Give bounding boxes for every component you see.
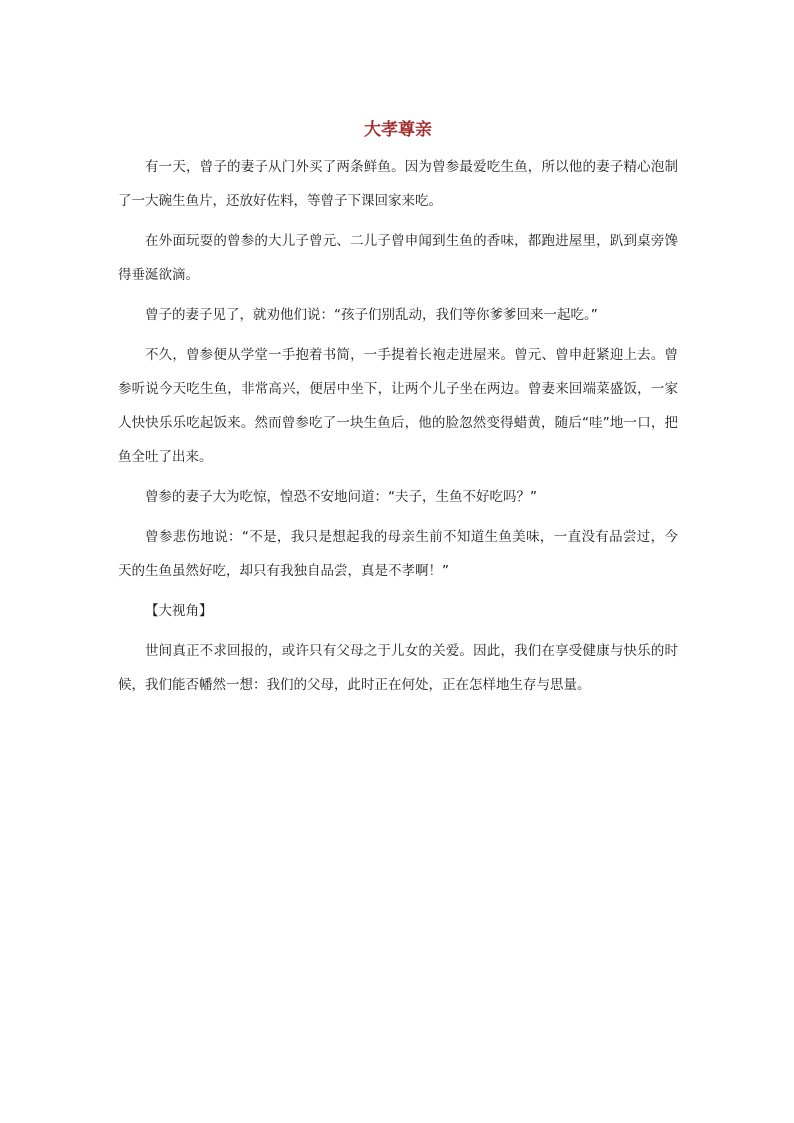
paragraph-5: 曾参的妻子大为吃惊，惶恐不安地问道：“夫子，生鱼不好吃吗？” [145,489,537,505]
section-heading: 【大视角】 [145,603,213,619]
paragraph-2: 在外面玩耍的曾参的大儿子曾元、二儿子曾申闻到生鱼的香味，都跑进屋里，趴到桌旁馋得垂涎欲滴。 [118,233,678,283]
document-page [118,118,678,708]
document-title: 大孝尊亲 [364,120,432,140]
paragraph-3: 曾子的妻子见了，就劝他们说：“孩子们别乱动，我们等你爹爹回来一起吃。” [145,307,598,323]
closing-paragraph: 世间真正不求回报的，或许只有父母之于儿女的关爱。因此，我们在享受健康与快乐的时候，我们能否幡然一想：我们的父母，此时正在何处，正在怎样地生存与思量。 [118,643,678,693]
paragraph-1: 有一天，曾子的妻子从门外买了两条鲜鱼。因为曾参最爱吃生鱼，所以他的妻子精心泡制了一大碗生鱼片，还放好佐料，等曾子下课回家来吃。 [118,159,678,209]
paragraph-4: 不久，曾参便从学堂一手抱着书简，一手提着长袍走进屋来。曾元、曾申赶紧迎上去。曾参听说今天吃生鱼，非常高兴，便居中坐下，让两个儿子坐在两边。曾妻来回端菜盛饭，一家人快快乐乐吃起饭来。然而曾参吃了一块生鱼后，他的脸忽然变得蜡黄，随后“哇”地一口，把鱼全吐了出来。 [118,347,678,465]
paragraph-6: 曾参悲伤地说：“不是，我只是想起我的母亲生前不知道生鱼美味，一直没有品尝过，今天的生鱼虽然好吃，却只有我独自品尝，真是不孝啊！” [118,529,678,579]
